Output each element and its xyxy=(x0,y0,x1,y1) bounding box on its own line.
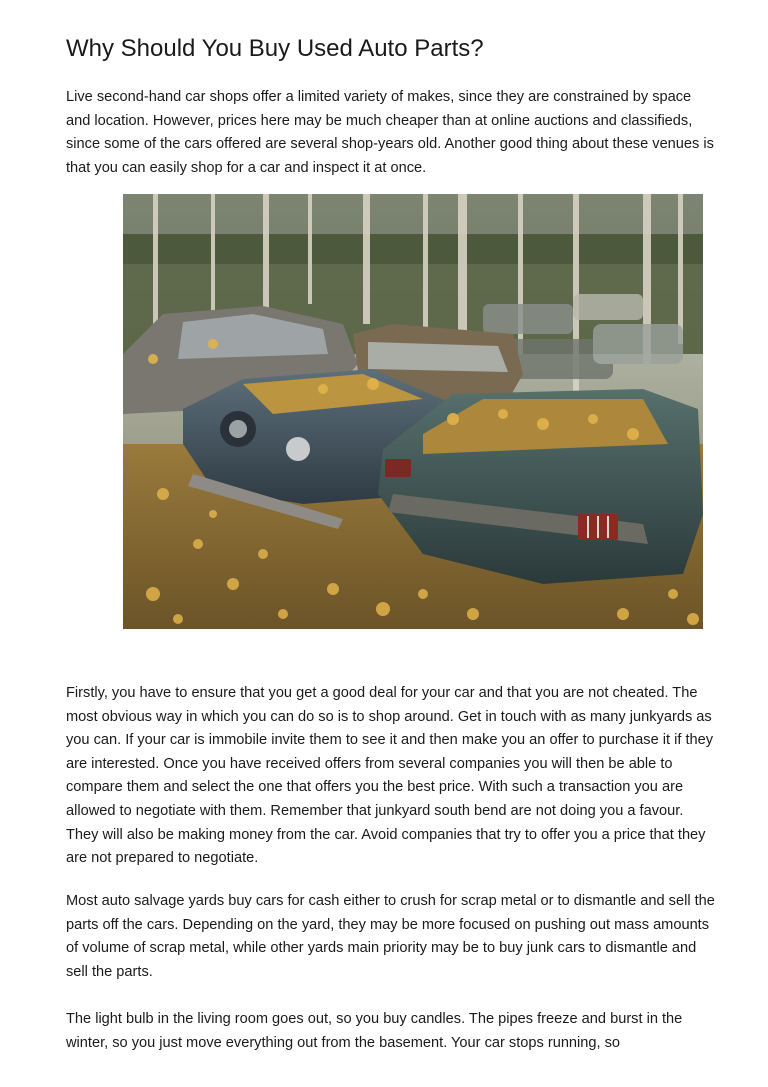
junkyard-cars-icon xyxy=(123,194,703,629)
junkyard-cars-photo xyxy=(123,194,703,629)
paragraph-intro: Live second-hand car shops offer a limited variety of makes, since they are constrained by space and location. However, prices here may be much cheaper than at online auctions and classifieds, since some of the cars offered are several shop-years old. Another good thing about these venues is that you can easily shop for a car and inspect it at once. xyxy=(66,89,714,176)
paragraph-salvage: Most auto salvage yards buy cars for cash either to crush for scrap metal or to dismantle and sell the parts off the cars. Depending on the yard, they may be more focused on pushing out mass amounts of volume of scrap metal, while other yards main priority may be to buy junk cars to dismantle and sell the parts. xyxy=(66,893,715,980)
paragraph-lightbulb: The light bulb in the living room goes out, so you buy candles. The pipes freeze and burst in the winter, so you just move everything out from the basement. Your car stops running, so xyxy=(66,1011,683,1051)
paragraph-deal: Firstly, you have to ensure that you get a good deal for your car and that you are not cheated. The most obvious way in which you can do so is to shop around. Get in touch with as many junkyards as you can. If your car is immobile invite them to see it and then make you an offer to purchase it if they are interested. Once you have received offers from several companies you will then be able to compare them and select the one that offers you the best price. With such a transaction you are allowed to negotiate with them. Remember that junkyard south bend are not doing you a favour. They will also be making money from the car. Avoid companies that try to offer you a price that they are not prepared to negotiate. xyxy=(66,685,714,867)
page-title: Why Should You Buy Used Auto Parts? xyxy=(66,35,484,62)
